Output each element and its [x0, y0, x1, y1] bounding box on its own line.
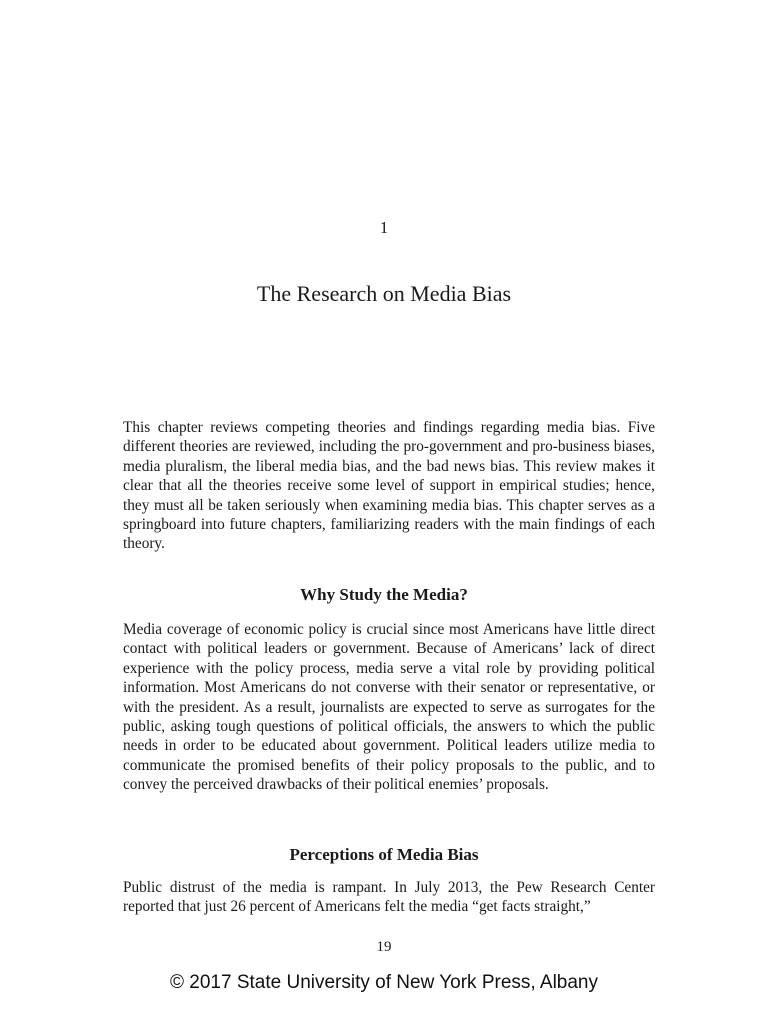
section-paragraph-why-study: Media coverage of economic policy is crucial since most Americans have little direct contact with political leaders or government. Because of Americans’ lack of direct experience with the policy process, media serve a vital role by providing political information. Most Americans do not converse with their senator or representative, or with the president. As a result, journalists are expected to serve as surrogates for the public, asking tough questions of political officials, the answers to which the public needs in order to be educated about government. Political leaders utilize media to communicate the promised benefits of their policy proposals to the public, and to convey the perceived drawbacks of their political enemies’ proposals.	[123, 621, 655, 794]
chapter-abstract: This chapter reviews competing theories and findings regarding media bias. Five different theories are reviewed, including the pro-government and pro-business biases, media pluralism, the liberal media bias, and the bad news bias. This review makes it clear that all the theories receive some level of support in empirical studies; hence, they must all be taken seriously when examining media bias. This chapter serves as a springboard into future chapters, familiarizing readers with the main findings of each theory.	[123, 419, 655, 553]
page-number: 19	[376, 939, 392, 955]
copyright-notice: © 2017 State University of New York Press, Albany	[170, 972, 598, 993]
section-heading-perceptions: Perceptions of Media Bias	[289, 845, 479, 864]
section-paragraph-perceptions: Public distrust of the media is rampant. In July 2013, the Pew Research Center reported that just 26 percent of Americans felt the media “get facts straight,”	[123, 879, 655, 916]
chapter-title: The Research on Media Bias	[256, 281, 512, 306]
section-heading-why-study: Why Study the Media?	[300, 585, 468, 604]
chapter-number: 1	[379, 218, 389, 237]
